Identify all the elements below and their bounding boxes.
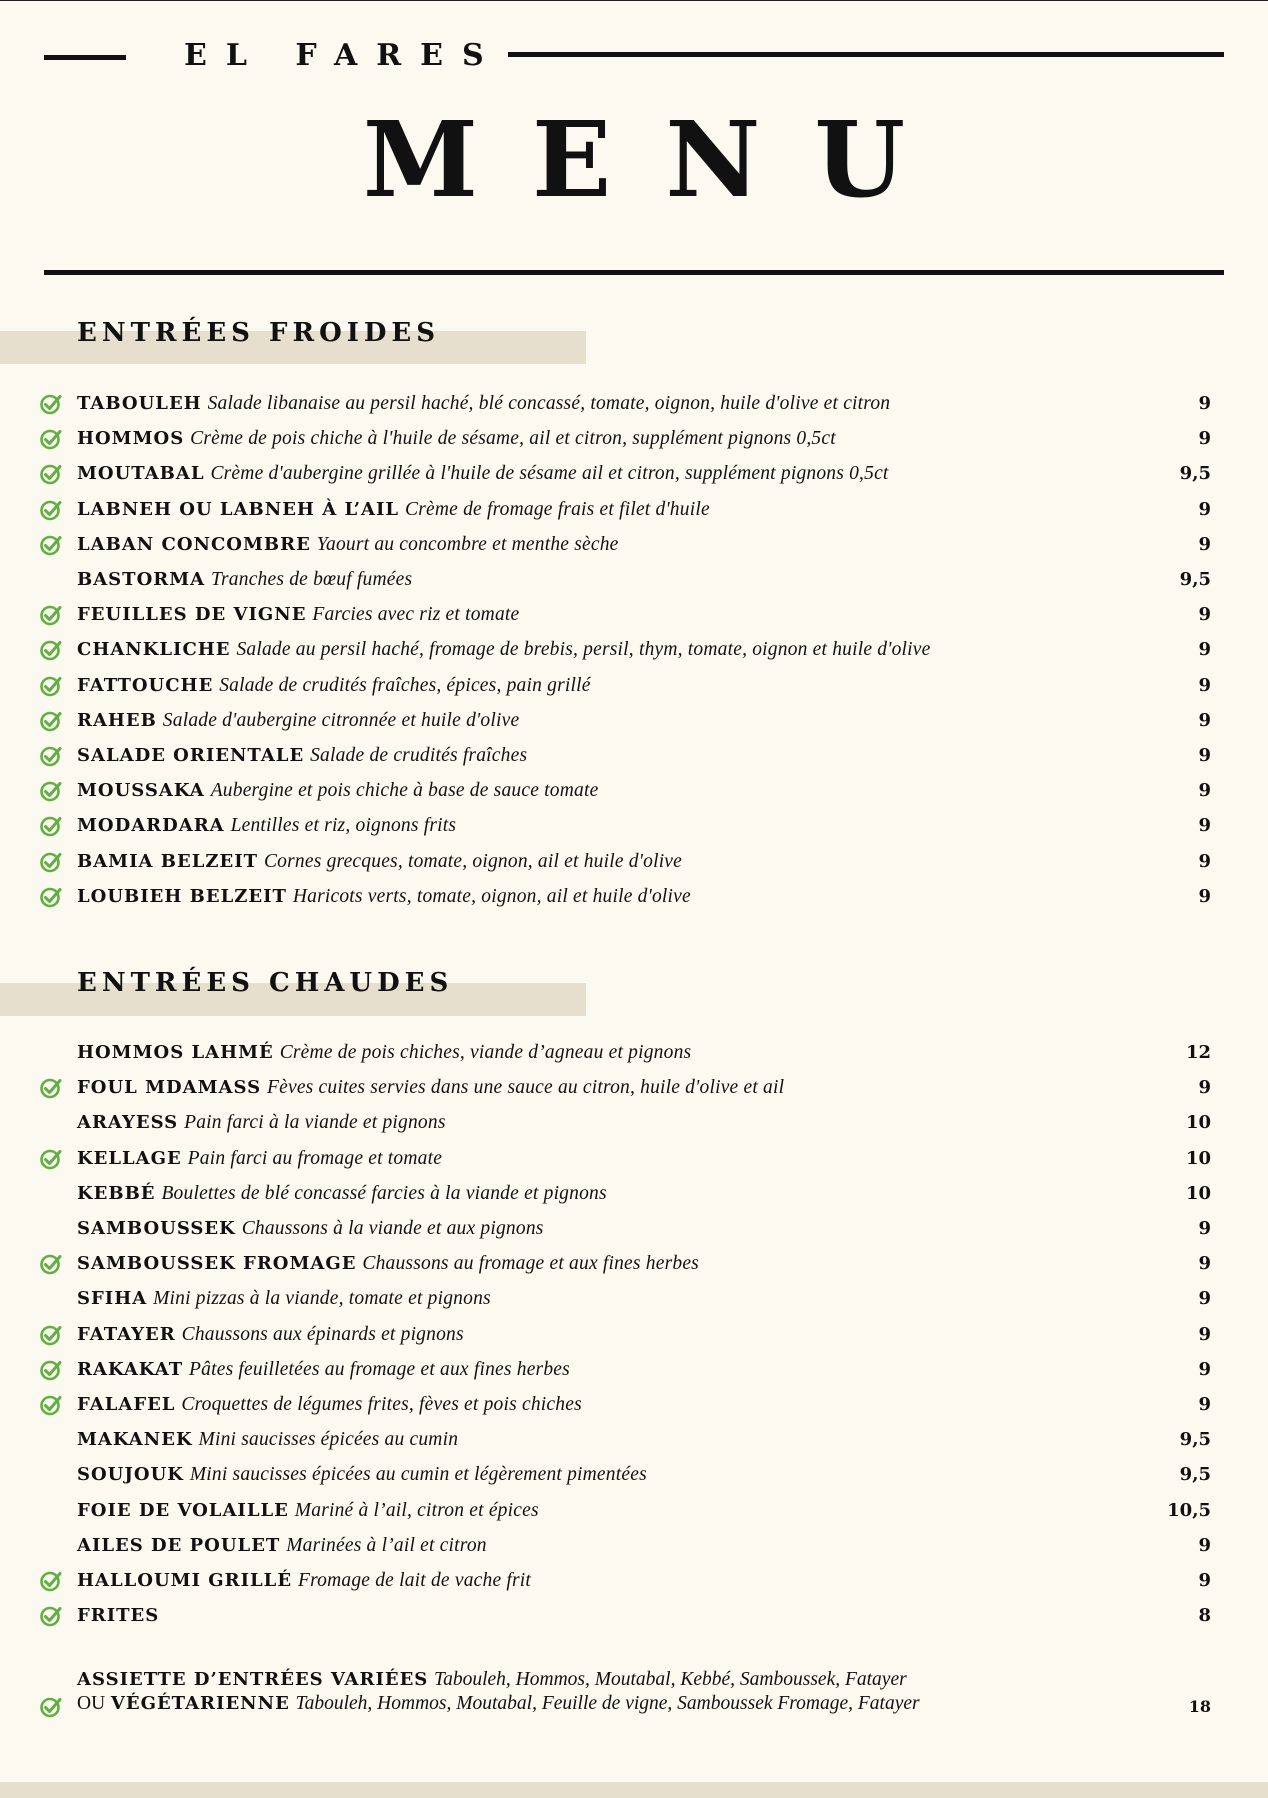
menu-item [0, 811, 1268, 841]
item-line [77, 1042, 691, 1064]
item-description: Fèves cuites servies dans une sauce au citron, huile d'olive et ail [267, 1077, 785, 1099]
vegetarian-check-icon [39, 744, 63, 768]
menu-item [0, 1249, 1268, 1279]
section-title-froides: ENTRÉES FROIDES [77, 318, 441, 348]
item-description: Mini pizzas à la viande, tomate et pignons [153, 1288, 491, 1310]
item-name: SAMBOUSSEK FROMAGE [77, 1253, 357, 1275]
item-description: Yaourt au concombre et menthe sèche [316, 533, 619, 555]
header-rule-left [44, 55, 126, 60]
item-price: 12 [1185, 1042, 1211, 1063]
menu-item [0, 459, 1268, 489]
menu-item [0, 1566, 1268, 1596]
item-price: 9 [1198, 1323, 1211, 1345]
vegetarian-check-icon [39, 1147, 63, 1171]
vegetarian-check-icon [39, 850, 63, 874]
menu-item [0, 847, 1268, 877]
menu-item [0, 1179, 1268, 1209]
item-description: Chaussons au fromage et aux fines herbes [362, 1253, 699, 1275]
item-name: RAKAKAT [77, 1358, 184, 1380]
menu-item [0, 565, 1268, 595]
item-line [77, 569, 412, 591]
item-line [77, 710, 519, 732]
item-name: TABOULEH [77, 393, 202, 414]
menu-title: MENU [362, 98, 960, 221]
item-price: 9 [1198, 604, 1211, 626]
item-price: 9 [1198, 428, 1211, 450]
header-rule-right [508, 52, 1224, 57]
item-line [77, 1218, 544, 1240]
item-line [77, 534, 619, 556]
vegetarian-check-icon [39, 638, 63, 662]
item-name: MAKANEK [77, 1429, 193, 1451]
item-description: Salade d'aubergine citronnée et huile d'olive [162, 709, 520, 731]
item-name: MOUSSAKA [77, 780, 205, 802]
item-price: 9 [1198, 498, 1211, 520]
item-description: Crème de pois chiche à l'huile de sésame, ail et citron, supplément pignons 0,5ct [190, 428, 836, 450]
item-name: SOUJOUK [77, 1464, 184, 1486]
item-description: Chaussons aux épinards et pignons [181, 1323, 464, 1345]
item-name: KEBBÉ [77, 1182, 156, 1204]
item-description: Farcies avec riz et tomate [312, 604, 520, 626]
vegetarian-check-icon [39, 1076, 63, 1100]
item-name: HALLOUMI GRILLÉ [77, 1570, 293, 1591]
menu-item [0, 741, 1268, 771]
menu-item [0, 1073, 1268, 1103]
vegetarian-check-icon [39, 814, 63, 838]
item-price: 9 [1198, 1077, 1211, 1099]
vegetarian-check-icon [39, 462, 63, 486]
item-line [77, 1359, 570, 1381]
item-description: Pain farci au fromage et tomate [187, 1147, 443, 1169]
item-line [77, 1535, 487, 1557]
item-description: Tranches de bœuf fumées [211, 569, 413, 590]
item-name: FOUL MDAMASS [77, 1077, 262, 1099]
item-name: SALADE ORIENTALE [77, 745, 305, 766]
item-line [77, 1112, 446, 1134]
item-line [77, 780, 598, 802]
menu-item [0, 1144, 1268, 1174]
item-name: BASTORMA [77, 569, 206, 590]
vegetarian-check-icon [39, 392, 63, 416]
vegetarian-check-icon [39, 1358, 63, 1382]
item-price: 9,5 [1179, 569, 1211, 590]
item-price: 9 [1198, 1218, 1211, 1239]
vegetarian-check-icon [39, 674, 63, 698]
item-name: HOMMOS LAHMÉ [77, 1042, 274, 1063]
item-line [77, 815, 456, 837]
item-price: 9 [1198, 780, 1211, 802]
item-name: FRITES [77, 1605, 160, 1627]
item-name: BAMIA BELZEIT [77, 850, 259, 872]
item-description: Salade libanaise au persil haché, blé concassé, tomate, oignon, huile d'olive et citron [207, 393, 891, 414]
item-description: Salade de crudités fraîches, épices, pain grillé [219, 674, 591, 696]
item-price: 9 [1198, 1394, 1211, 1415]
item-description: Pâtes feuilletées au fromage et aux fines herbes [189, 1358, 570, 1380]
vegetarian-check-icon [39, 1252, 63, 1276]
item-line [77, 1288, 491, 1310]
vegetarian-check-icon [39, 779, 63, 803]
item-price: 10 [1185, 1147, 1211, 1169]
item-description: Mini saucisses épicées au cumin et légèrement pimentées [189, 1464, 647, 1486]
item-line [77, 1183, 607, 1205]
bottom-band [0, 1782, 1268, 1798]
item-name: FATTOUCHE [77, 674, 214, 696]
item-price: 8 [1198, 1605, 1211, 1627]
vegetarian-check-icon [39, 1604, 63, 1628]
item-name: AILES DE POULET [77, 1534, 281, 1556]
item-description: Crème d'aubergine grillée à l'huile de sésame ail et citron, supplément pignons 0,5ct [210, 463, 889, 485]
item-line [77, 1077, 784, 1099]
vegetarian-check-icon [39, 533, 63, 557]
menu-item [0, 1214, 1268, 1244]
item-line [77, 1253, 699, 1275]
vegetarian-check-icon [39, 603, 63, 627]
item-description: Salade de crudités fraîches [310, 745, 528, 766]
item-price: 10 [1185, 1112, 1211, 1134]
menu-item [0, 1425, 1268, 1455]
item-description: Boulettes de blé concassé farcies à la viande et pignons [161, 1182, 607, 1204]
item-description: Chaussons à la viande et aux pignons [241, 1218, 544, 1239]
item-name: MODARDARA [77, 815, 225, 837]
item-description: Cornes grecques, tomate, oignon, ail et huile d'olive [263, 850, 683, 872]
vegetarian-check-icon [39, 427, 63, 451]
item-line [77, 851, 682, 873]
item-name: LABNEH OU LABNEH À L’AIL [77, 498, 400, 520]
item-name: FALAFEL [77, 1394, 176, 1415]
item-name: LOUBIEH BELZEIT [77, 885, 287, 907]
item-price: 9 [1198, 885, 1211, 907]
item-price: 9,5 [1179, 1429, 1211, 1451]
item-name: LABAN CONCOMBRE [77, 533, 311, 555]
item-description: Crème de fromage frais et filet d'huile [405, 498, 710, 520]
item-price: 9,5 [1179, 463, 1211, 485]
item-description: Mariné à l’ail, citron et épices [294, 1499, 539, 1521]
item-line [77, 1500, 539, 1522]
menu-item [0, 1108, 1268, 1138]
item-line [77, 675, 591, 697]
item-line [77, 639, 931, 661]
item-line [77, 463, 889, 485]
menu-item [0, 1460, 1268, 1490]
item-price: 9 [1198, 393, 1211, 414]
menu-item [0, 776, 1268, 806]
item-line [77, 745, 527, 767]
item-line [77, 499, 710, 521]
item-description: Salade au persil haché, fromage de brebis, persil, thym, tomate, oignon et huile d'olive [236, 639, 931, 661]
item-line [77, 1570, 531, 1592]
section-title-chaudes: ENTRÉES CHAUDES [77, 968, 454, 998]
item-line [77, 1464, 647, 1486]
menu-item [0, 389, 1268, 419]
item-name: MOUTABAL [77, 463, 205, 485]
item-name: SAMBOUSSEK [77, 1218, 236, 1239]
item-price: 9 [1198, 850, 1211, 872]
menu-item [0, 635, 1268, 665]
item-line [77, 1394, 582, 1416]
item-name: HOMMOS [77, 428, 185, 450]
item-name: FATAYER [77, 1323, 176, 1345]
item-price: 10,5 [1167, 1499, 1211, 1521]
item-name: RAHEB [77, 709, 157, 731]
item-name: FEUILLES DE VIGNE [77, 604, 307, 626]
menu-item [0, 1496, 1268, 1526]
brand-name: EL FARES [184, 38, 503, 73]
item-description: Tabouleh, Hommos, Moutabal, Feuille de vigne, Samboussek Fromage, Fatayer [295, 1693, 920, 1714]
menu-item [0, 1284, 1268, 1314]
item-price: 9 [1198, 639, 1211, 661]
vegetarian-check-icon [39, 885, 63, 909]
item-line [77, 604, 519, 626]
vegetarian-check-icon [39, 1323, 63, 1347]
menu-item [0, 1355, 1268, 1385]
item-price: 18 [1188, 1697, 1211, 1716]
menu-item [0, 671, 1268, 701]
item-description: Marinées à l’ail et citron [286, 1534, 487, 1556]
menu-item-assiette [0, 1669, 1268, 1729]
item-price: 9 [1198, 1358, 1211, 1380]
item-price: 9 [1198, 1288, 1211, 1310]
menu-item [0, 1531, 1268, 1561]
item-line [77, 393, 890, 415]
menu-item [0, 1601, 1268, 1631]
menu-item [0, 495, 1268, 525]
assiette-line-1 [77, 1669, 907, 1691]
item-prefix: OU [77, 1693, 106, 1714]
item-price: 9,5 [1179, 1464, 1211, 1486]
item-name: VÉGÉTARIENNE [110, 1693, 290, 1714]
item-price: 9 [1198, 1534, 1211, 1556]
vegetarian-check-icon [39, 498, 63, 522]
menu-item [0, 530, 1268, 560]
item-line [77, 886, 691, 908]
item-name: ARAYESS [77, 1112, 179, 1134]
item-line [77, 1605, 159, 1627]
item-description: Haricots verts, tomate, oignon, ail et huile d'olive [292, 885, 691, 907]
vegetarian-check-icon [39, 1569, 63, 1593]
item-description: Tabouleh, Hommos, Moutabal, Kebbé, Samboussek, Fatayer [434, 1669, 907, 1690]
item-name: ASSIETTE D’ENTRÉES VARIÉES [77, 1669, 429, 1690]
header-rule-bottom [44, 270, 1224, 275]
item-price: 9 [1198, 533, 1211, 555]
item-description: Fromage de lait de vache frit [297, 1570, 532, 1591]
vegetarian-check-icon [39, 709, 63, 733]
item-description: Mini saucisses épicées au cumin [198, 1429, 459, 1451]
item-line [77, 1148, 442, 1170]
menu-item [0, 882, 1268, 912]
item-price: 9 [1198, 709, 1211, 731]
menu-item [0, 1320, 1268, 1350]
item-name: KELLAGE [77, 1147, 182, 1169]
item-name: CHANKLICHE [77, 639, 231, 661]
item-line [77, 1324, 464, 1346]
item-description: Pain farci à la viande et pignons [184, 1112, 446, 1134]
item-description: Aubergine et pois chiche à base de sauce tomate [210, 780, 599, 802]
vegetarian-check-icon [39, 1393, 63, 1417]
assiette-line-2 [77, 1693, 920, 1715]
menu-item [0, 706, 1268, 736]
item-description: Crème de pois chiches, viande d’agneau et pignons [279, 1042, 692, 1063]
item-name: SFIHA [77, 1288, 148, 1310]
item-line [77, 428, 836, 450]
menu-item [0, 600, 1268, 630]
item-description: Lentilles et riz, oignons frits [230, 815, 457, 837]
item-price: 9 [1198, 1570, 1211, 1591]
vegetarian-check-icon [39, 1695, 63, 1719]
item-price: 9 [1198, 674, 1211, 696]
menu-item [0, 1038, 1268, 1068]
item-name: FOIE DE VOLAILLE [77, 1499, 289, 1521]
item-price: 9 [1198, 815, 1211, 837]
item-line [77, 1429, 458, 1451]
item-price: 10 [1185, 1182, 1211, 1204]
menu-item [0, 424, 1268, 454]
top-border [0, 0, 1268, 1]
menu-item [0, 1390, 1268, 1420]
item-price: 9 [1198, 745, 1211, 766]
item-description: Croquettes de légumes frites, fèves et pois chiches [181, 1394, 582, 1415]
item-price: 9 [1198, 1253, 1211, 1275]
